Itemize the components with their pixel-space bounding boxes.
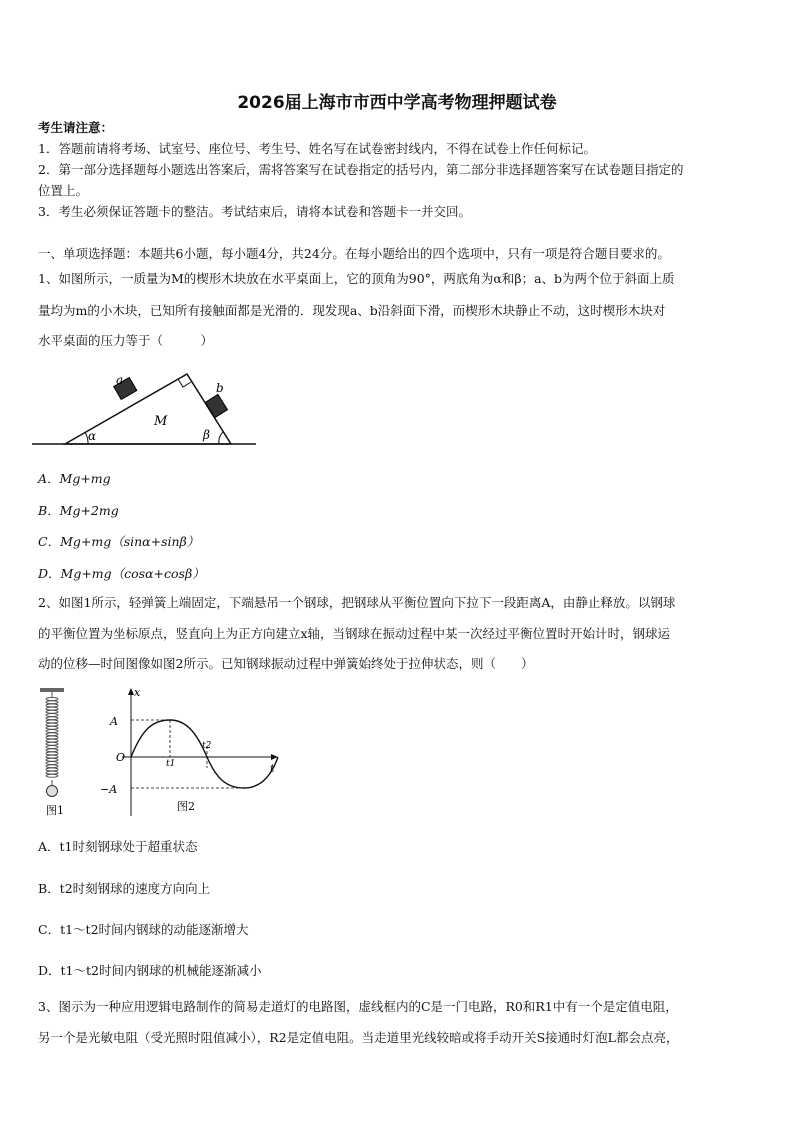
x-axis-label: x <box>134 686 141 699</box>
label-alpha: α <box>88 429 97 443</box>
q1-text: 1、如图所示，一质量为M的楔形木块放在水平桌面上，它的顶角为90°，两底角为α和β；a、b为两个位于斜面上质 <box>38 271 675 286</box>
q1-text: 量均为m的小木块，已知所有接触面都是光滑的．现发现a、b沿斜面下滑，而楔形木块静止不动，这时楔形木块对 <box>38 303 666 318</box>
q2-option-c: C．t1～t2时间内钢球的动能逐渐增大 <box>38 922 249 937</box>
label-beta: β <box>203 428 210 442</box>
q3-text: 另一个是光敏电阻（受光照时阻值减小），R2是定值电阻。当走道里光线较暗或将手动开关S接通时灯泡L都会点亮， <box>38 1030 679 1045</box>
q1-option-b: B．Mg+2mg <box>38 503 119 518</box>
amplitude-label: A <box>110 715 118 728</box>
label-M: M <box>154 414 168 429</box>
q2-text: 动的位移—时间图像如图2所示。已知钢球振动过程中弹簧始终处于拉伸状态，则（ ） <box>38 656 534 671</box>
origin-label: O <box>116 751 126 764</box>
neg-amplitude-label: −A <box>100 783 118 796</box>
q2-xt-graph <box>96 686 286 822</box>
q2-option-d: D．t1～t2时间内钢球的机械能逐渐减小 <box>38 963 262 978</box>
notice-item: 1．答题前请将考场、试室号、座位号、考生号、姓名写在试卷密封线内，不得在试卷上作任何标记。 <box>38 141 596 156</box>
spring-icon <box>46 698 58 778</box>
t-axis-label: t <box>270 762 275 775</box>
t1-label: t1 <box>166 759 176 769</box>
q1-text: 水平桌面的压力等于（ ） <box>38 333 214 348</box>
q2-text: 的平衡位置为坐标原点，竖直向上为正方向建立x轴，当钢球在振动过程中某一次经过平衡位置时开始计时，钢球运 <box>38 626 671 641</box>
q2-spring-figure <box>36 686 76 822</box>
fig2-label: 图2 <box>177 800 195 813</box>
q3-text: 3、图示为一种应用逻辑电路制作的简易走道灯的电路图，虚线框内的C是一门电路，R0和R1中有一个是定值电阻， <box>38 999 678 1014</box>
label-b: b <box>216 381 224 395</box>
fig1-label: 图1 <box>46 804 64 817</box>
q2-text: 2、如图1所示，轻弹簧上端固定，下端悬吊一个钢球，把钢球从平衡位置向下拉下一段距离A，由静止释放。以钢球 <box>38 595 676 610</box>
q1-option-c: C．Mg+mg（sinα+sinβ） <box>38 534 200 549</box>
label-a: a <box>116 373 124 387</box>
q1-option-a: A．Mg+mg <box>38 471 111 486</box>
notice-item: 2．第一部分选择题每小题选出答案后，需将答案写在试卷指定的括号内，第二部分非选择题答案写在试卷题目指定的 <box>38 162 684 177</box>
notice-item: 位置上。 <box>38 183 89 198</box>
q1-wedge-figure <box>30 362 260 450</box>
notice-heading: 考生请注意： <box>38 120 114 135</box>
notice-item: 3．考生必须保证答题卡的整洁。考试结束后，请将本试卷和答题卡一并交回。 <box>38 204 471 219</box>
q2-option-b: B．t2时刻钢球的速度方向向上 <box>38 881 211 896</box>
q2-option-a: A．t1时刻钢球处于超重状态 <box>38 839 198 854</box>
t2-label: t2 <box>202 741 212 751</box>
section-heading: 一、单项选择题：本题共6小题，每小题4分，共24分。在每小题给出的四个选项中，只有一项是符合题目要求的。 <box>38 246 670 261</box>
page-title: 2026届上海市市西中学高考物理押题试卷 <box>237 93 557 113</box>
q1-option-d: D．Mg+mg（cosα+cosβ） <box>38 566 205 581</box>
